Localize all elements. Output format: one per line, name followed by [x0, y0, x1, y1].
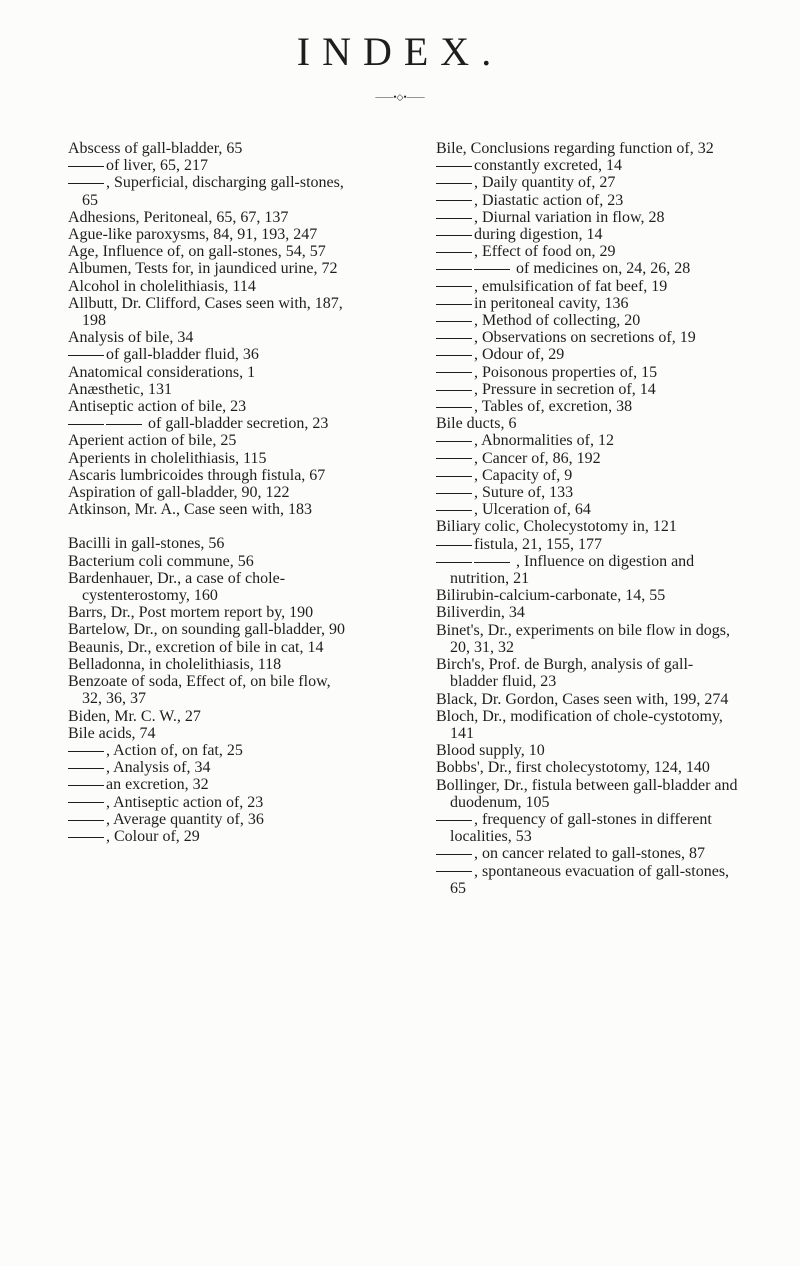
- index-entry-text: , Pressure in secretion of, 14: [474, 380, 656, 398]
- index-entry-text: Adhesions, Peritoneal, 65, 67, 137: [68, 208, 289, 226]
- continuation-dash: [436, 820, 472, 821]
- index-entry: [68, 673, 346, 707]
- index-entry: [68, 364, 346, 381]
- index-entry: [68, 329, 346, 346]
- index-entry-text: Bilirubin-calcium-carbonate, 14, 55: [436, 587, 666, 605]
- index-entry-text: , Abnormalities of, 12: [474, 432, 614, 450]
- index-entry-text: , Diastatic action of, 23: [474, 191, 624, 209]
- index-entry: [68, 226, 346, 243]
- continuation-dash: [474, 269, 510, 270]
- index-entry-text: , Antiseptic action of, 23: [106, 793, 264, 811]
- index-entry: [436, 192, 738, 209]
- index-entry-text: , Odour of, 29: [474, 346, 565, 364]
- index-entry: [436, 346, 738, 363]
- index-entry: [436, 518, 738, 535]
- index-entry-text: Alcohol in cholelithiasis, 114: [68, 277, 256, 295]
- index-entry: [68, 639, 346, 656]
- continuation-dash: [68, 785, 104, 786]
- index-entry-text: , Poisonous properties of, 15: [474, 363, 658, 381]
- continuation-dash: [436, 166, 472, 167]
- continuation-dash: [436, 252, 472, 253]
- index-entry: [436, 432, 738, 449]
- continuation-dash: [436, 854, 472, 855]
- index-entry: [68, 484, 346, 501]
- continuation-dash: [68, 355, 104, 356]
- index-entry: [68, 432, 346, 449]
- index-entry-text: , spontaneous evacuation of gall-stones, 65: [450, 862, 730, 897]
- index-entry: [68, 415, 346, 432]
- continuation-dash: [436, 218, 472, 219]
- continuation-dash: [436, 200, 472, 201]
- index-entry: [68, 140, 346, 157]
- index-entry: [68, 708, 346, 725]
- index-entry-text: of liver, 65, 217: [106, 157, 209, 175]
- index-entry-text: , Average quantity of, 36: [106, 810, 264, 828]
- index-entry: [68, 725, 346, 742]
- index-entry: [436, 604, 738, 621]
- index-entry: [436, 811, 738, 845]
- index-entry: [68, 260, 346, 277]
- index-entry-text: , Analysis of, 34: [106, 759, 211, 777]
- index-entry-text: Biliary colic, Cholecystotomy in, 121: [436, 518, 677, 536]
- index-entry: [436, 553, 738, 587]
- index-entry-text: of medicines on, 24, 26, 28: [516, 260, 691, 278]
- index-entry-text: Atkinson, Mr. A., Case seen with, 183: [68, 501, 312, 519]
- index-entry: [436, 295, 738, 312]
- index-entry-text: Antiseptic action of bile, 23: [68, 398, 247, 416]
- index-entry: [436, 777, 738, 811]
- index-entry-text: , Ulceration of, 64: [474, 501, 591, 519]
- index-entry-text: , Daily quantity of, 27: [474, 174, 616, 192]
- index-entry: [436, 484, 738, 501]
- continuation-dash: [436, 338, 472, 339]
- index-entry-text: , Tables of, excretion, 38: [474, 398, 633, 416]
- index-entry-text: Biliverdin, 34: [436, 604, 525, 622]
- index-entry-text: Anæsthetic, 131: [68, 380, 172, 398]
- index-entry-text: , Colour of, 29: [106, 827, 200, 845]
- index-column-left: [68, 140, 346, 845]
- index-entry-text: Anatomical considerations, 1: [68, 363, 256, 381]
- index-entry: [436, 157, 738, 174]
- index-entry: [436, 691, 738, 708]
- index-entry: [68, 157, 346, 174]
- index-entry-text: Bacterium coli commune, 56: [68, 552, 254, 570]
- index-entry-text: Analysis of bile, 34: [68, 329, 194, 347]
- index-entry: [68, 398, 346, 415]
- index-entry-text: Bile, Conclusions regarding function of, 32: [436, 140, 714, 157]
- continuation-dash: [436, 269, 472, 270]
- index-entry: [436, 312, 738, 329]
- index-entry-text: Benzoate of soda, Effect of, on bile flow, 32, 36, 37: [68, 673, 331, 708]
- index-entry-text: Belladonna, in cholelithiasis, 118: [68, 655, 282, 673]
- index-entry: [68, 501, 346, 518]
- continuation-dash: [68, 751, 104, 752]
- index-entry: [436, 501, 738, 518]
- continuation-dash: [436, 286, 472, 287]
- index-entry-text: Age, Influence of, on gall-stones, 54, 57: [68, 243, 326, 261]
- index-entry-text: of gall-bladder secretion, 23: [148, 415, 329, 433]
- index-entry: [436, 381, 738, 398]
- continuation-dash: [436, 390, 472, 391]
- index-entry-text: an excretion, 32: [106, 776, 209, 794]
- continuation-dash: [436, 355, 472, 356]
- index-entry: [436, 622, 738, 656]
- index-entry-text: Albumen, Tests for, in jaundiced urine, 72: [68, 260, 338, 278]
- index-entry-text: Ascaris lumbricoides through fistula, 67: [68, 466, 326, 484]
- index-entry: [68, 776, 346, 793]
- index-entry: [68, 467, 346, 484]
- index-entry: [436, 742, 738, 759]
- index-entry: [436, 260, 738, 277]
- continuation-dash: [436, 476, 472, 477]
- index-entry: [436, 364, 738, 381]
- index-entry-text: Black, Dr. Gordon, Cases seen with, 199, 274: [436, 690, 729, 708]
- continuation-dash: [68, 424, 104, 425]
- index-entry: [436, 536, 738, 553]
- index-entry: [68, 553, 346, 570]
- continuation-dash: [436, 372, 472, 373]
- continuation-dash: [68, 820, 104, 821]
- index-entry-text: , on cancer related to gall-stones, 87: [474, 845, 706, 863]
- index-entry-text: Bardenhauer, Dr., a case of chole-cystenterostomy, 160: [68, 569, 286, 605]
- index-entry-text: of gall-bladder fluid, 36: [106, 346, 259, 364]
- index-entry-text: Bartelow, Dr., on sounding gall-bladder, 90: [68, 621, 345, 639]
- index-entry: [436, 415, 738, 432]
- index-column-right: [436, 140, 738, 897]
- index-entry: [68, 450, 346, 467]
- index-entry-text: in peritoneal cavity, 136: [474, 294, 629, 312]
- index-entry-text: Allbutt, Dr. Clifford, Cases seen with, 187, 198: [68, 294, 343, 330]
- index-entry: [68, 828, 346, 845]
- index-entry: [436, 243, 738, 260]
- continuation-dash: [68, 802, 104, 803]
- continuation-dash: [68, 166, 104, 167]
- index-entry-text: , emulsification of fat beef, 19: [474, 277, 668, 295]
- index-entry-text: , Diurnal variation in flow, 28: [474, 208, 665, 226]
- index-entry-text: , Capacity of, 9: [474, 466, 573, 484]
- continuation-dash: [436, 441, 472, 442]
- continuation-dash: [436, 545, 472, 546]
- continuation-dash: [436, 321, 472, 322]
- continuation-dash: [106, 424, 142, 425]
- index-entry: [436, 226, 738, 243]
- index-entry: [68, 759, 346, 776]
- index-entry-text: Biden, Mr. C. W., 27: [68, 707, 201, 725]
- index-entry: [68, 346, 346, 363]
- index-entry: [436, 863, 738, 897]
- index-entry: [68, 535, 346, 552]
- index-entry: [68, 209, 346, 226]
- continuation-dash: [436, 183, 472, 184]
- index-entry-text: , Suture of, 133: [474, 484, 574, 502]
- index-entry: [68, 295, 346, 329]
- continuation-dash: [436, 304, 472, 305]
- continuation-dash: [436, 510, 472, 511]
- index-entry: [436, 174, 738, 191]
- index-entry-text: Bile ducts, 6: [436, 415, 517, 433]
- index-entry: [68, 621, 346, 638]
- index-entry-text: constantly excreted, 14: [474, 157, 622, 175]
- index-entry: [436, 140, 738, 157]
- index-entry-text: , Action of, on fat, 25: [106, 741, 243, 759]
- index-entry: [436, 450, 738, 467]
- index-entry-text: , Superficial, discharging gall-stones, 65: [82, 174, 344, 209]
- index-entry-text: Bollinger, Dr., fistula between gall-bladder and duodenum, 105: [436, 776, 738, 811]
- continuation-dash: [436, 562, 472, 563]
- index-entry: [436, 209, 738, 226]
- index-entry-text: fistula, 21, 155, 177: [474, 535, 602, 553]
- index-entry: [436, 759, 738, 776]
- index-entry-text: Blood supply, 10: [436, 742, 545, 760]
- index-entry-text: Binet's, Dr., experiments on bile flow in dogs, 20, 31, 32: [436, 621, 730, 656]
- index-entry: [68, 278, 346, 295]
- index-entry: [68, 811, 346, 828]
- continuation-dash: [436, 407, 472, 408]
- index-entry: [68, 604, 346, 621]
- index-entry-text: Bobbs', Dr., first cholecystotomy, 124, 140: [436, 759, 710, 777]
- index-entry-text: Barrs, Dr., Post mortem report by, 190: [68, 604, 314, 622]
- index-entry: [68, 742, 346, 759]
- continuation-dash: [436, 871, 472, 872]
- index-entry: [436, 845, 738, 862]
- continuation-dash: [436, 235, 472, 236]
- index-entry: [68, 381, 346, 398]
- index-entry: [436, 708, 738, 742]
- page-title: INDEX.: [296, 29, 504, 74]
- index-entry-text: , Influence on digestion and nutrition, 21: [450, 552, 695, 588]
- continuation-dash: [68, 837, 104, 838]
- index-entry: [68, 656, 346, 673]
- index-entry-text: Aperient action of bile, 25: [68, 432, 237, 450]
- index-entry: [68, 570, 346, 604]
- index-entry: [436, 398, 738, 415]
- title-ornament: ——•◇•——: [375, 92, 425, 102]
- index-entry: [68, 794, 346, 811]
- index-entry: [436, 329, 738, 346]
- index-entry: [436, 656, 738, 690]
- index-entry-text: , Cancer of, 86, 192: [474, 449, 601, 467]
- index-entry-text: Aspiration of gall-bladder, 90, 122: [68, 484, 290, 502]
- index-entry-text: during digestion, 14: [474, 226, 603, 244]
- index-entry-text: , Observations on secretions of, 19: [474, 329, 696, 347]
- index-entry-text: Bacilli in gall-stones, 56: [68, 535, 225, 553]
- index-entry-text: Ague-like paroxysms, 84, 91, 193, 247: [68, 226, 318, 244]
- continuation-dash: [474, 562, 510, 563]
- index-entry-text: Bile acids, 74: [68, 724, 156, 742]
- index-entry: [68, 174, 346, 208]
- index-entry-text: Birch's, Prof. de Burgh, analysis of gall-bladder fluid, 23: [436, 656, 694, 691]
- index-entry-text: Beaunis, Dr., excretion of bile in cat, 14: [68, 638, 324, 656]
- index-entry-text: , Method of collecting, 20: [474, 312, 641, 330]
- index-entry: [436, 587, 738, 604]
- index-entry-text: Aperients in cholelithiasis, 115: [68, 449, 267, 467]
- index-entry-text: Abscess of gall-bladder, 65: [68, 140, 243, 157]
- continuation-dash: [436, 458, 472, 459]
- continuation-dash: [436, 493, 472, 494]
- index-entry-text: Bloch, Dr., modification of chole-cystotomy, 141: [436, 707, 723, 742]
- index-entry-text: , Effect of food on, 29: [474, 243, 616, 261]
- index-entry: [68, 243, 346, 260]
- index-entry: [436, 467, 738, 484]
- continuation-dash: [68, 768, 104, 769]
- continuation-dash: [68, 183, 104, 184]
- index-entry: [436, 278, 738, 295]
- index-entry-text: , frequency of gall-stones in different localities, 53: [450, 810, 712, 846]
